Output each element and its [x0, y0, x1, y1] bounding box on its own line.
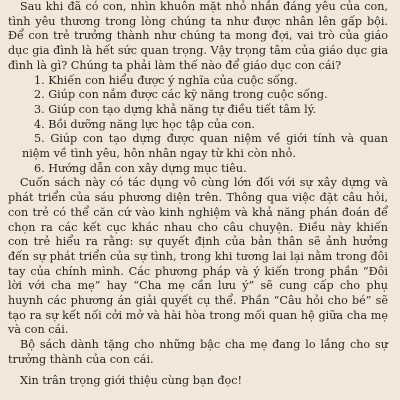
- closing-paragraph: Xin trân trọng giới thiệu cùng bạn đọc!: [20, 373, 242, 387]
- list-item: 6. Hướng dẫn con xây dựng mục tiêu.: [34, 161, 247, 175]
- list-item: 4. Bồi dưỡng năng lực học tập của con.: [34, 117, 255, 131]
- list-item: 2. Giúp con nắm được các kỹ năng trong cuộc sống.: [34, 88, 328, 102]
- intro-paragraph: Sau khi đã có con, nhìn khuôn mặt nhỏ nhắn đáng yêu của con, tình yêu thương trong lòng chúng ta như được nhân lên gấp bội. Để con trẻ trưởng thành như chúng ta mong đợi, vai trò của giáo dục gia đình là hết sức quan trọng. Vậy trọng tâm của giáo dục gia đình là gì? Chúng ta phải làm thế nào để giáo dục con cái?: [8, 0, 388, 72]
- dedication-paragraph: Bộ sách dành tặng cho những bậc cha mẹ đang lo lắng cho sự trưởng thành của con cái.: [8, 338, 388, 366]
- body-text: [8, 0, 388, 388]
- body-paragraph: Cuốn sách này có tác dụng vô cùng lớn đối với sự xây dựng và phát triển của sáu phương diện trên. Thông qua việc đặt câu hỏi, con trẻ có thể căn cứ vào kinh nghiệm và khả năng phán đoán để chọn ra các kết cục khác nhau cho câu chuyện. Điều này khiến con trẻ hiểu ra rằng: sự quyết định của bản thân sẽ ảnh hưởng đến sự phát triển của sự tình, trong khi tương lai lại nằm trong đôi tay của chính mình. Các phương pháp và ý kiến trong phần “Đôi lời với cha mẹ” hay “Cha mẹ cần lưu ý” sẽ cung cấp cho phụ huynh các phương án giải quyết cụ thể. Phần “Câu hỏi cho bé” sẽ tạo ra sự kết nối cởi mở và hài hòa trong mối quan hệ giữa cha mẹ và con cái.: [8, 176, 388, 337]
- list-item: 3. Giúp con tạo dựng khả năng tự điều tiết tâm lý.: [34, 102, 317, 116]
- list-item: 5. Giúp con tạo dựng được quan niệm về giới tính và quan niệm về tình yêu, hôn nhân ngay từ khi còn nhỏ.: [22, 132, 388, 161]
- list-item: 1. Khiến con hiểu được ý nghĩa của cuộc sống.: [34, 73, 298, 87]
